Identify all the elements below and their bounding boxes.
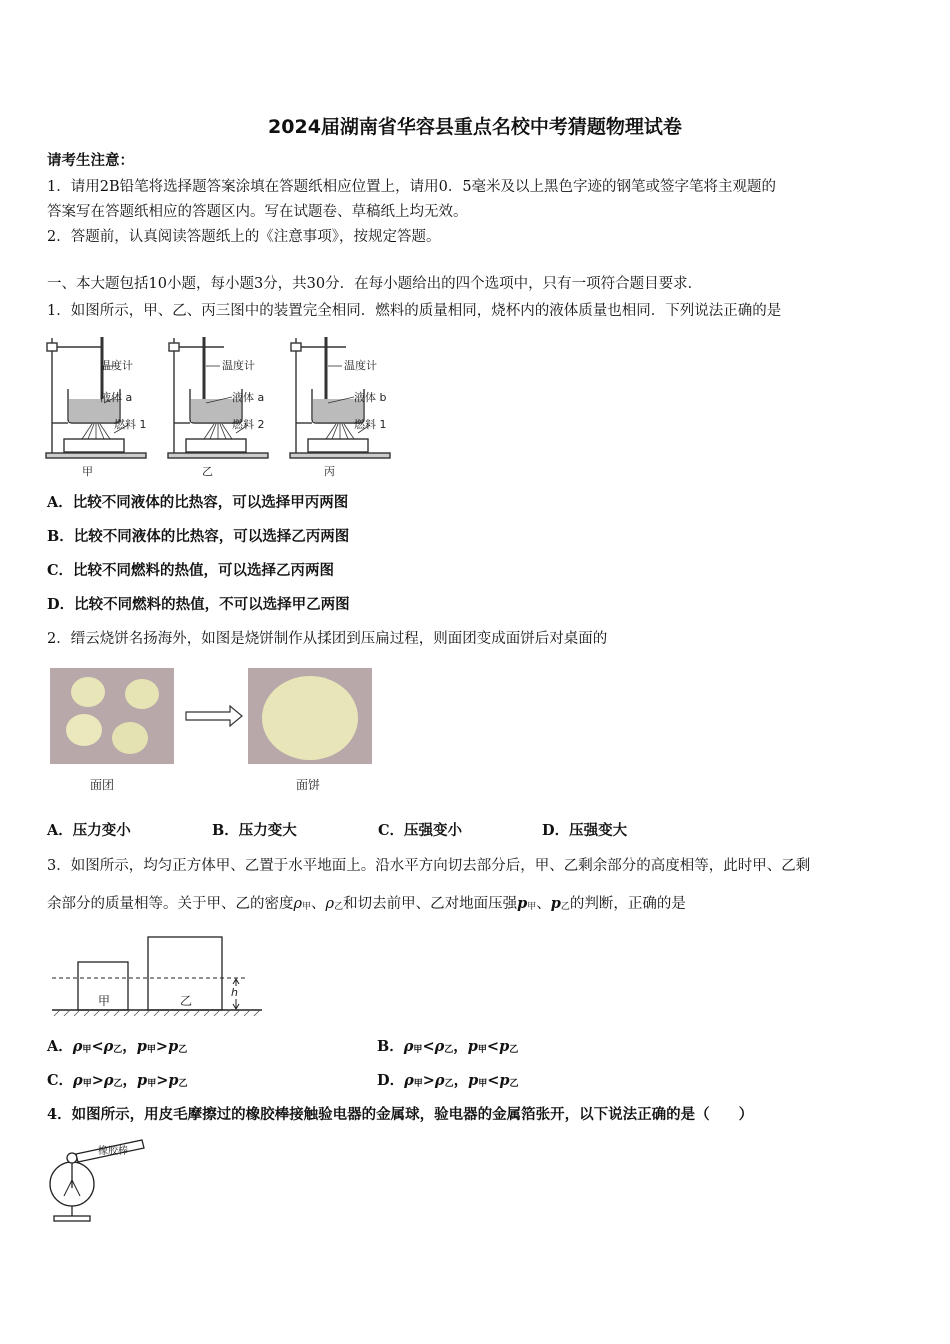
q1-fig2-caption: 乙: [202, 465, 213, 478]
p-symbol: p: [499, 1038, 510, 1055]
rho-symbol: ρ: [404, 1072, 414, 1089]
subscript: 甲: [413, 1079, 423, 1089]
q1-fig3-fuel-label: 燃料 1: [354, 418, 387, 431]
subscript: 乙: [113, 1045, 123, 1055]
subscript: 乙: [509, 1045, 519, 1055]
subscript: 乙: [444, 1079, 454, 1089]
page-title: 2024届湖南省华容县重点名校中考猜题物理试卷: [268, 116, 682, 138]
q1-fig2-fuel-label: 燃料 2: [232, 418, 265, 431]
q1-option-d[interactable]: D．比较不同燃料的热值，不可以选择甲乙两图: [47, 596, 350, 613]
section-heading: 一、本大题包括10小题，每小题3分，共30分．在每小题给出的四个选项中，只有一项符合题目要求．: [47, 276, 703, 292]
q1-figure: [44, 333, 404, 481]
q4-electroscope-diagram: [42, 1138, 152, 1226]
notice-line-2: 答案写在答题纸相应的答题区内。写在试题卷、草稿纸上均无效。: [47, 204, 468, 220]
comma: ，: [453, 1072, 469, 1089]
rho-symbol: ρ: [434, 1038, 445, 1055]
option-letter: C．: [47, 1072, 74, 1089]
subscript: 甲: [147, 1079, 157, 1089]
q2-option-c[interactable]: C．压强变小: [378, 822, 463, 839]
subscript: 乙: [178, 1045, 188, 1055]
subscript-yi: 乙: [560, 902, 570, 912]
option-letter: B．: [377, 1038, 404, 1055]
q1-option-a[interactable]: A．比较不同液体的比热容，可以选择甲丙两图: [47, 494, 349, 511]
q1-stem: 1．如图所示，甲、乙、丙三图中的装置完全相同．燃料的质量相同，烧杯内的液体质量也相同．下列说法正确的是: [47, 303, 782, 319]
rho-symbol: ρ: [403, 1038, 414, 1055]
subscript: 甲: [413, 1045, 423, 1055]
option-letter: D．: [377, 1072, 405, 1089]
subscript: 乙: [178, 1079, 188, 1089]
subscript: 甲: [146, 1045, 156, 1055]
q2-caption-dough: 面团: [90, 778, 115, 792]
subscript: 甲: [82, 1045, 92, 1055]
subscript: 甲: [477, 1045, 487, 1055]
q3-option-c[interactable]: [47, 1072, 188, 1093]
q3-cubes-diagram: [48, 934, 268, 1020]
comparison: >: [156, 1072, 169, 1089]
q2-stem: 2．缙云烧饼名扬海外，如图是烧饼制作从揉团到压扁过程，则面团变成面饼后对桌面的: [47, 631, 608, 647]
rho-symbol: ρ: [72, 1038, 83, 1055]
comma: ，: [122, 1072, 138, 1089]
q2-option-a[interactable]: A．压力变小: [47, 822, 131, 839]
q1-fig1-fuel-label: 燃料 1: [114, 418, 147, 431]
q3-stem-line-2: [47, 895, 686, 916]
q3-stem-text-c: 的判断，正确的是: [569, 896, 686, 912]
subscript: 乙: [509, 1079, 519, 1089]
q3-label-h: h: [231, 986, 238, 999]
p-symbol: p: [137, 1072, 148, 1089]
q3-stem-line-1: 3．如图所示，均匀正方体甲、乙置于水平地面上。沿水平方向切去部分后，甲、乙剩余部分的高度相等，此时甲、乙剩: [47, 858, 811, 874]
p-symbol: p: [168, 1072, 179, 1089]
notice-heading: 请考生注意：: [47, 152, 134, 169]
rho-symbol: ρ: [103, 1038, 114, 1055]
notice-line-1: 1．请用2B铅笔将选择题答案涂填在答题纸相应位置上，请用0．5毫米及以上黑色字迹的钢笔或签字笔将主观题的: [47, 179, 777, 195]
subscript: 乙: [444, 1045, 454, 1055]
q4-figure: [42, 1138, 152, 1226]
q2-figure: [48, 666, 378, 796]
p-symbol: p: [168, 1038, 179, 1055]
q1-fig3-liquid-label: 液体 b: [354, 391, 387, 404]
rho-symbol: ρ: [103, 1072, 114, 1089]
q2-caption-pancake: 面饼: [296, 778, 321, 792]
q2-dough-photos: [48, 666, 378, 766]
comparison: <: [422, 1038, 435, 1055]
q1-fig2-liquid-label: 液体 a: [232, 391, 265, 404]
q4-rod-label: 橡胶棒: [98, 1146, 128, 1157]
q3-label-yi: 乙: [180, 994, 193, 1008]
q3-option-a[interactable]: [47, 1038, 187, 1059]
q1-fig2-thermometer-label: 温度计: [222, 359, 255, 372]
comma: ，: [453, 1038, 468, 1055]
p-symbol: p: [499, 1072, 510, 1089]
q3-figure: [48, 934, 268, 1020]
comparison: <: [91, 1038, 104, 1055]
q2-option-b[interactable]: B．压力变大: [212, 822, 297, 839]
p-symbol: p: [136, 1038, 147, 1055]
q3-label-jia: 甲: [98, 994, 111, 1008]
comparison: >: [91, 1072, 104, 1089]
comparison: <: [486, 1038, 500, 1055]
subscript: 甲: [82, 1079, 92, 1089]
p-symbol: p: [468, 1072, 479, 1089]
q3-stem-text-b: 和切去前甲、乙对地面压强: [343, 896, 518, 912]
q1-fig3-thermometer-label: 温度计: [344, 359, 377, 372]
p-symbol: p: [467, 1038, 478, 1055]
q3-option-b[interactable]: [377, 1038, 518, 1059]
notice-line-3: 2．答题前，认真阅读答题纸上的《注意事项》，按规定答题。: [47, 229, 441, 245]
q1-fig1-caption: 甲: [82, 465, 93, 478]
p-symbol: p: [550, 895, 561, 912]
subscript-jia: 甲: [302, 902, 312, 912]
separator: 、: [536, 896, 551, 912]
q1-apparatus-diagram: [44, 333, 404, 481]
q2-option-d[interactable]: D．压强变大: [542, 822, 628, 839]
rho-symbol: ρ: [73, 1072, 83, 1089]
comma: ，: [122, 1038, 137, 1055]
subscript: 乙: [113, 1079, 123, 1089]
q1-fig3-caption: 丙: [324, 465, 335, 478]
option-letter: A．: [47, 1038, 73, 1055]
q4-stem: 4．如图所示，用皮毛摩擦过的橡胶棒接触验电器的金属球，验电器的金属箔张开，以下说法正确的是（ ）: [47, 1106, 754, 1123]
rho-symbol: ρ: [325, 896, 335, 912]
subscript: 甲: [478, 1079, 488, 1089]
subscript-yi: 乙: [334, 902, 344, 912]
q1-fig1-thermometer-label: 温度计: [100, 359, 133, 372]
q3-stem-text-a: 余部分的质量相等。关于甲、乙的密度: [47, 896, 294, 912]
comparison: >: [422, 1072, 435, 1089]
rho-symbol: ρ: [434, 1072, 445, 1089]
comparison: >: [155, 1038, 169, 1055]
subscript-jia: 甲: [527, 902, 537, 912]
comparison: <: [487, 1072, 500, 1089]
q1-fig1-liquid-label: 液体 a: [100, 391, 133, 404]
q1-option-b[interactable]: B．比较不同液体的比热容，可以选择乙丙两图: [47, 528, 350, 545]
rho-symbol: ρ: [293, 896, 303, 912]
q1-option-c[interactable]: C．比较不同燃料的热值，可以选择乙丙两图: [47, 562, 335, 579]
separator: 、: [311, 896, 326, 912]
p-symbol: p: [517, 895, 528, 912]
q3-option-d[interactable]: [377, 1072, 519, 1093]
